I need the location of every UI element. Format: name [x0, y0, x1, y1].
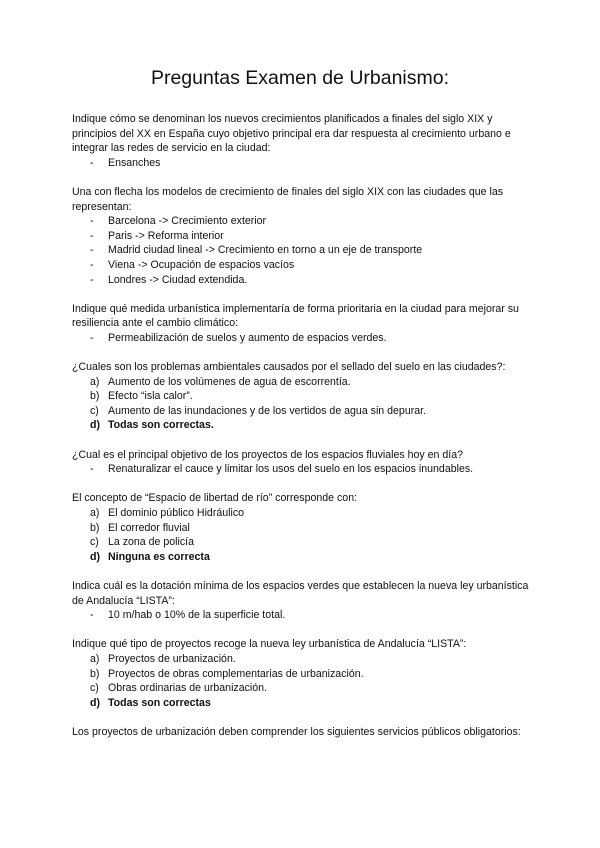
question-block [72, 185, 534, 287]
answer-text: Aumento de las inundaciones y de los vertidos de agua sin depurar. [108, 404, 427, 417]
answer-marker: c) [90, 404, 99, 417]
answer-item [72, 506, 534, 521]
answer-item [72, 229, 534, 244]
answer-marker: c) [90, 682, 99, 695]
answer-marker: - [90, 215, 94, 228]
question-text: Indique cómo se denominan los nuevos crecimientos planificados a finales del siglo XIX y principios del XX en España cuyo objetivo principal era dar respuesta al crecimiento urbano e integrar las redes de servicio en la ciudad: [72, 113, 511, 155]
answer-marker: - [90, 156, 94, 169]
answer-marker: - [90, 331, 94, 344]
answer-text: 10 m/hab o 10% de la superficie total. [108, 609, 286, 622]
answer-marker: d) [90, 550, 100, 563]
question-text: ¿Cuales son los problemas ambientales causados por el sellado del suelo en las ciudades?: [72, 361, 506, 374]
answer-item [72, 681, 534, 696]
answer-text: Londres -> Ciudad extendida. [108, 273, 248, 286]
question-list [72, 112, 534, 754]
answer-marker: b) [90, 667, 100, 680]
question-block [72, 579, 534, 623]
answer-text: Viena -> Ocupación de espacios vacíos [108, 258, 295, 271]
answer-item [72, 462, 534, 477]
answer-item [72, 418, 534, 433]
answer-text: Madrid ciudad lineal -> Crecimiento en torno a un eje de transporte [108, 244, 423, 257]
answer-list [72, 608, 534, 623]
answer-item [72, 273, 534, 288]
answer-text: Proyectos de obras complementarias de urbanización. [108, 667, 364, 680]
page-title: Preguntas Examen de Urbanismo: [150, 67, 450, 89]
answer-marker: d) [90, 419, 100, 432]
answer-item [72, 535, 534, 550]
answer-text: Todas son correctas. [108, 419, 214, 432]
answer-marker: - [90, 273, 94, 286]
question-block [72, 725, 534, 740]
answer-marker: c) [90, 536, 99, 549]
question-text: Indique qué medida urbanística implementaría de forma prioritaria en la ciudad para mejorar su resiliencia ante el cambio climático: [72, 302, 519, 330]
question-block [72, 637, 534, 710]
answer-marker: a) [90, 375, 100, 388]
answer-item [72, 389, 534, 404]
answer-text: Efecto “isla calor”. [108, 390, 193, 403]
answer-item [72, 404, 534, 419]
answer-marker: - [90, 244, 94, 257]
answer-item [72, 667, 534, 682]
answer-marker: a) [90, 652, 100, 665]
answer-item [72, 258, 534, 273]
question-block [72, 448, 534, 477]
answer-item [72, 243, 534, 258]
answer-marker: a) [90, 507, 100, 520]
question-text: Indica cuál es la dotación mínima de los espacios verdes que establecen la nueva ley urbanística de Andalucía “LISTA”: [72, 580, 529, 607]
answer-list [72, 156, 534, 171]
answer-text: Renaturalizar el cauce y limitar los usos del suelo en los espacios inundables. [108, 463, 474, 476]
answer-marker: - [90, 258, 94, 271]
question-text: Indique qué tipo de proyectos recoge la nueva ley urbanística de Andalucía “LISTA”: [72, 638, 467, 651]
question-text: El concepto de “Espacio de libertad de río” corresponde con: [72, 492, 358, 505]
answer-list [72, 462, 534, 477]
answer-item [72, 331, 534, 346]
answer-marker: b) [90, 521, 100, 534]
answer-text: Obras ordinarias de urbanización. [108, 682, 267, 695]
answer-marker: b) [90, 390, 100, 403]
question-block [72, 112, 534, 170]
answer-item [72, 652, 534, 667]
answer-item [72, 696, 534, 711]
answer-list [72, 506, 534, 564]
answer-list [72, 652, 534, 710]
answer-text: Todas son correctas [108, 696, 211, 709]
answer-item [72, 375, 534, 390]
answer-text: El corredor fluvial [108, 521, 190, 534]
answer-marker: d) [90, 696, 100, 709]
answer-item [72, 608, 534, 623]
question-block [72, 491, 534, 564]
answer-text: La zona de policía [108, 536, 194, 549]
answer-marker: - [90, 229, 94, 242]
answer-text: Aumento de los volúmenes de agua de escorrentía. [108, 375, 351, 388]
question-block [72, 302, 534, 346]
answer-text: Paris -> Reforma interior [108, 229, 224, 242]
answer-item [72, 156, 534, 171]
answer-text: Permeabilización de suelos y aumento de espacios verdes. [108, 331, 387, 344]
answer-text: Barcelona -> Crecimiento exterior [108, 215, 267, 228]
answer-item [72, 214, 534, 229]
answer-list [72, 331, 534, 346]
answer-marker: - [90, 463, 94, 476]
answer-text: El dominio público Hidráulico [108, 507, 245, 520]
answer-item [72, 550, 534, 565]
answer-text: Ensanches [108, 156, 161, 169]
question-text: ¿Cual es el principal objetivo de los proyectos de los espacios fluviales hoy en día? [72, 448, 464, 461]
answer-text: Ninguna es correcta [108, 550, 210, 563]
answer-item [72, 521, 534, 536]
question-text: Una con flecha los modelos de crecimiento de finales del siglo XIX con las ciudades que las representan: [72, 185, 504, 213]
question-text: Los proyectos de urbanización deben comprender los siguientes servicios públicos obligatorios: [72, 725, 521, 738]
answer-text: Proyectos de urbanización. [108, 652, 236, 665]
answer-list [72, 214, 534, 287]
question-block [72, 360, 534, 433]
answer-list [72, 375, 534, 433]
answer-marker: - [90, 609, 94, 622]
